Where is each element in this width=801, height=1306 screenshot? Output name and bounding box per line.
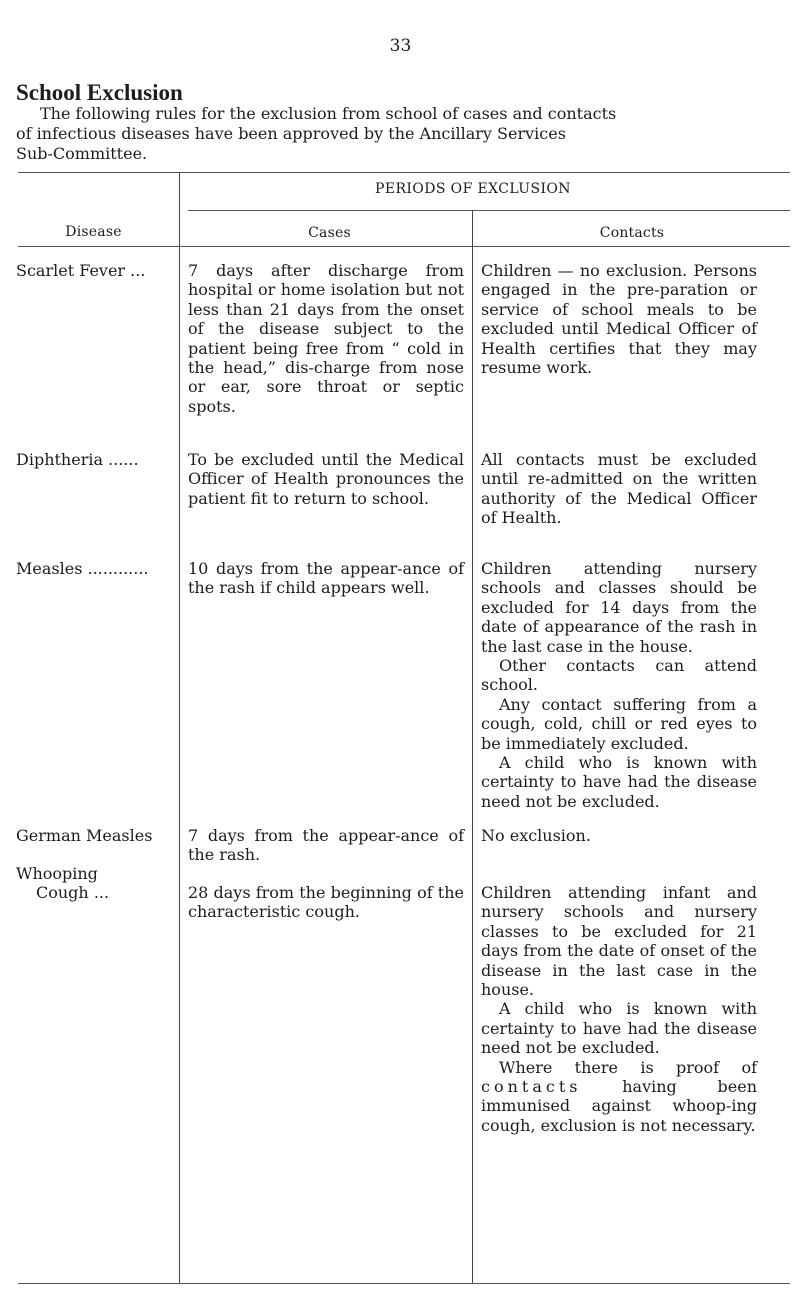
contacts-paragraph: A child who is known with certainty to have had the disease need not be excluded.	[481, 999, 757, 1058]
header-contacts: Contacts	[599, 225, 665, 241]
column-rule-cases	[472, 210, 473, 1283]
header-disease: Disease	[65, 224, 122, 240]
contacts-paragraph: All contacts must be excluded until re-admitted on the written authority of the Medical Officer of Health.	[481, 450, 757, 528]
table-top-rule	[18, 172, 790, 173]
disease-measles: Measles ............	[16, 559, 149, 578]
contacts-spaced-word: contacts	[481, 1077, 582, 1097]
cases-measles: 10 days from the appear-ance of the rash if child appears well.	[188, 559, 464, 598]
cases-scarlet-fever: 7 days after discharge from hospital or home isolation but not less than 21 days from the onset of the disease subject to the patient being free from “ cold in the head,” dis-charge from nose or ear, sore throat or septic spots.	[188, 261, 464, 416]
contacts-german-measles	[481, 826, 757, 845]
contacts-paragraph: Children — no exclusion. Persons engaged in the pre-paration or service of school meals to be excluded until Medical Officer of Health certifies that they may resume work.	[481, 261, 757, 378]
contacts-paragraph: A child who is known with certainty to have had the disease need not be excluded.	[481, 753, 757, 811]
disease-diphtheria: Diphtheria ......	[16, 450, 139, 469]
table-bottom-rule	[18, 1283, 790, 1284]
contacts-paragraph: Children attending infant and nursery schools and nursery classes to be excluded for 21 days from the date of onset of the disease in the last case in the house.	[481, 883, 757, 1000]
page-number: 33	[389, 36, 412, 56]
disease-line: Whooping	[16, 864, 98, 883]
contacts-measles	[481, 559, 757, 811]
disease-scarlet-fever: Scarlet Fever ...	[16, 261, 146, 280]
contacts-paragraph: Children attending nursery schools and classes should be excluded for 14 days from the date of appearance of the rash in the last case in the house.	[481, 559, 757, 656]
page-heading: School Exclusion	[16, 80, 183, 105]
disease-whooping-cough	[16, 864, 186, 903]
contacts-paragraph: Other contacts can attend school.	[481, 656, 757, 695]
disease-line: Cough ...	[36, 883, 110, 903]
contacts-text: Where there is proof of	[499, 1057, 757, 1077]
disease-german-measles: German Measles	[16, 826, 153, 845]
contacts-whooping-cough	[481, 883, 757, 1135]
contacts-paragraph: No exclusion.	[481, 826, 591, 845]
contacts-paragraph	[481, 1058, 757, 1136]
header-divider-rule	[188, 210, 790, 211]
cases-whooping-cough: 28 days from the beginning of the characteristic cough.	[188, 883, 464, 922]
contacts-scarlet-fever	[481, 261, 757, 377]
intro-line: Sub-Committee.	[16, 144, 148, 163]
contacts-diphtheria	[481, 450, 757, 528]
cases-diphtheria: To be excluded until the Medical Officer of Health pronounces the patient fit to return to school.	[188, 450, 464, 508]
intro-line: The following rules for the exclusion from school of cases and contacts	[40, 104, 617, 123]
header-bottom-rule	[18, 246, 790, 247]
intro-paragraph	[16, 104, 786, 164]
header-periods-of-exclusion: PERIODS OF EXCLUSION	[375, 181, 571, 197]
header-cases: Cases	[308, 225, 351, 241]
cases-german-measles: 7 days from the appear-ance of the rash.	[188, 826, 464, 865]
contacts-paragraph: Any contact suffering from a cough, cold, chill or red eyes to be immediately excluded.	[481, 694, 757, 753]
intro-line: of infectious diseases have been approved by the Ancillary Services	[16, 124, 566, 143]
column-rule-disease	[179, 172, 180, 1283]
contacts-text: having been immunised against whoop-ing cough, exclusion is not necessary.	[481, 1077, 757, 1135]
